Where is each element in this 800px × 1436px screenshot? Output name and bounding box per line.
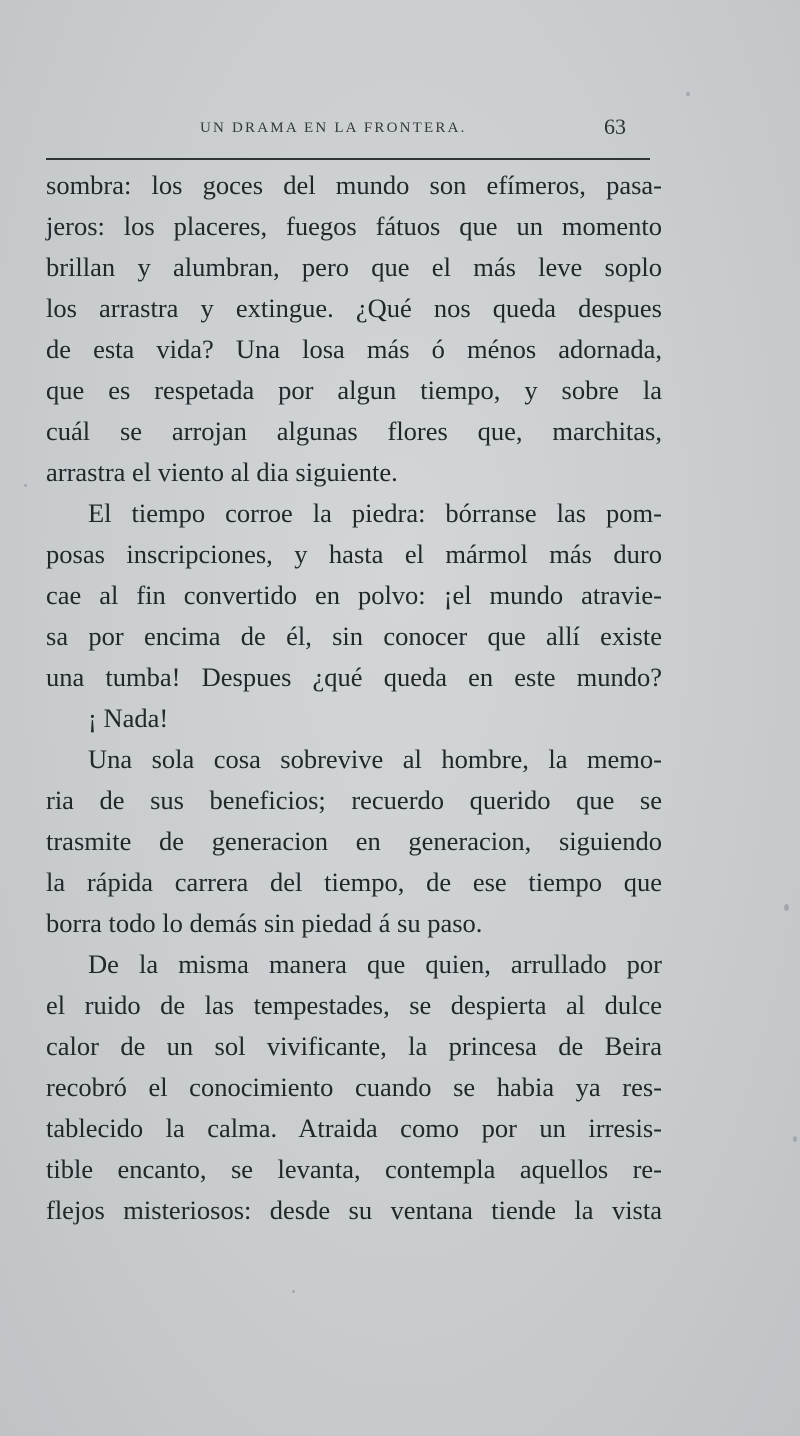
text-line: recobró el conocimiento cuando se habia ya res- [46,1072,662,1102]
paper-speck [24,484,27,487]
paper-speck [686,92,690,96]
text-line: que es respetada por algun tiempo, y sobre la [46,375,662,405]
running-title: UN DRAMA EN LA FRONTERA. [200,120,467,136]
paragraph-start-line: De la misma manera que quien, arrullado por [88,949,662,979]
body-text [46,165,662,1231]
header-rule [46,158,650,160]
text-line: arrastra el viento al dia siguiente. [46,457,398,487]
text-line: trasmite de generacion en generacion, siguiendo [46,826,662,856]
text-line: jeros: los placeres, fuegos fátuos que un momento [46,211,662,241]
text-line: tible encanto, se levanta, contempla aquellos re- [46,1154,662,1184]
text-line: ria de sus beneficios; recuerdo querido que se [46,785,662,815]
text-line: calor de un sol vivificante, la princesa de Beira [46,1031,662,1061]
text-line: borra todo lo demás sin piedad á su paso. [46,908,483,938]
paper-speck [793,1136,797,1142]
paragraph-start-line: ¡ Nada! [88,703,169,733]
text-line: flejos misteriosos: desde su ventana tiende la vista [46,1195,662,1225]
text-line: el ruido de las tempestades, se despierta al dulce [46,990,662,1020]
text-line: de esta vida? Una losa más ó ménos adornada, [46,334,662,364]
text-line: una tumba! Despues ¿qué queda en este mundo? [46,662,662,692]
text-line: sombra: los goces del mundo son efímeros, pasa- [46,170,662,200]
paper-speck [784,904,789,911]
text-line: la rápida carrera del tiempo, de ese tiempo que [46,867,662,897]
text-line: brillan y alumbran, pero que el más leve soplo [46,252,662,282]
text-line: los arrastra y extingue. ¿Qué nos queda despues [46,293,662,323]
paper-speck [292,1290,295,1293]
text-line: cuál se arrojan algunas flores que, marchitas, [46,416,662,446]
text-line: cae al fin convertido en polvo: ¡el mundo atravie- [46,580,662,610]
text-line: posas inscripciones, y hasta el mármol más duro [46,539,662,569]
paragraph-start-line: El tiempo corroe la piedra: bórranse las pom- [88,498,662,528]
page-number: 63 [604,114,626,139]
text-line: sa por encima de él, sin conocer que allí existe [46,621,662,651]
paragraph-start-line: Una sola cosa sobrevive al hombre, la memo- [88,744,662,774]
running-head [0,112,800,152]
text-line: tablecido la calma. Atraida como por un irresis- [46,1113,662,1143]
